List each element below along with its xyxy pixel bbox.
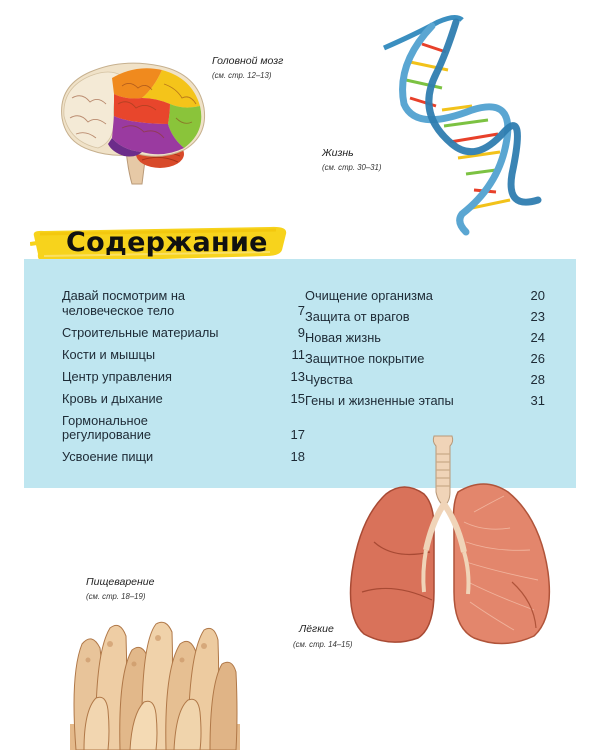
toc-entry-title: Кости и мышцы xyxy=(62,346,156,362)
lungs-illustration-icon xyxy=(334,432,558,654)
life-caption-title: Жизнь xyxy=(322,147,354,159)
toc-entry xyxy=(305,289,545,304)
toc-entry-title: Защита от врагов xyxy=(305,309,410,325)
digestion-caption-title: Пищеварение xyxy=(86,576,155,588)
toc-entry xyxy=(305,373,545,388)
toc-entry xyxy=(305,331,545,346)
toc-right-column xyxy=(305,289,545,416)
toc-entry-page: 11 xyxy=(291,346,305,362)
dna-helix-icon xyxy=(376,14,546,236)
toc-left-column xyxy=(62,289,305,472)
digestion-caption-ref: (см. стр. 18–19) xyxy=(86,592,146,601)
toc-entry xyxy=(62,450,305,465)
toc-entry-title: Защитное покрытие xyxy=(305,351,425,367)
toc-entry-title: Давай посмотрим на человеческое тело xyxy=(62,288,186,318)
life-caption-ref: (см. стр. 30–31) xyxy=(322,163,382,172)
toc-entry-page: 9 xyxy=(297,324,305,340)
toc-entry xyxy=(305,352,545,367)
toc-entry-title: Чувства xyxy=(305,372,353,388)
toc-entry-page: 17 xyxy=(290,427,305,442)
page-title: Содержание xyxy=(66,227,268,258)
toc-entry xyxy=(62,370,305,385)
toc-entry-page: 24 xyxy=(530,330,545,346)
brain-caption-ref: (см. стр. 12–13) xyxy=(212,71,272,80)
toc-entry-page: 31 xyxy=(530,393,545,409)
toc-entry xyxy=(62,326,305,341)
lungs-caption-ref: (см. стр. 14–15) xyxy=(293,640,353,649)
toc-entry xyxy=(305,310,545,325)
toc-entry-page: 7 xyxy=(297,302,305,318)
toc-entry xyxy=(62,289,305,318)
toc-entry-title: Кровь и дыхание xyxy=(62,390,163,406)
toc-entry-title: Гены и жизненные этапы xyxy=(305,393,454,409)
toc-entry xyxy=(62,348,305,363)
intestinal-villi-icon xyxy=(70,614,240,750)
brain-caption-title: Головной мозг xyxy=(212,55,284,67)
toc-entry xyxy=(305,394,545,409)
toc-entry-page: 15 xyxy=(290,390,305,406)
toc-entry-page: 18 xyxy=(290,449,305,464)
toc-entry-page: 23 xyxy=(530,309,545,325)
toc-entry-page: 20 xyxy=(530,288,545,303)
toc-entry-title: Гормональное регулирование xyxy=(62,412,151,442)
toc-entry xyxy=(62,414,305,443)
toc-entry-page: 13 xyxy=(290,368,305,384)
toc-entry-page: 26 xyxy=(530,351,545,367)
brain-illustration-icon xyxy=(52,58,212,188)
toc-entry-title: Новая жизнь xyxy=(305,330,381,346)
toc-entry-title: Очищение организма xyxy=(305,288,433,303)
toc-entry xyxy=(62,392,305,407)
toc-entry-title: Строительные материалы xyxy=(62,324,219,340)
lungs-caption-title: Лёгкие xyxy=(299,623,334,635)
toc-entry-page: 28 xyxy=(530,372,545,388)
toc-entry-title: Усвоение пищи xyxy=(62,449,154,464)
toc-entry-title: Центр управления xyxy=(62,368,172,384)
